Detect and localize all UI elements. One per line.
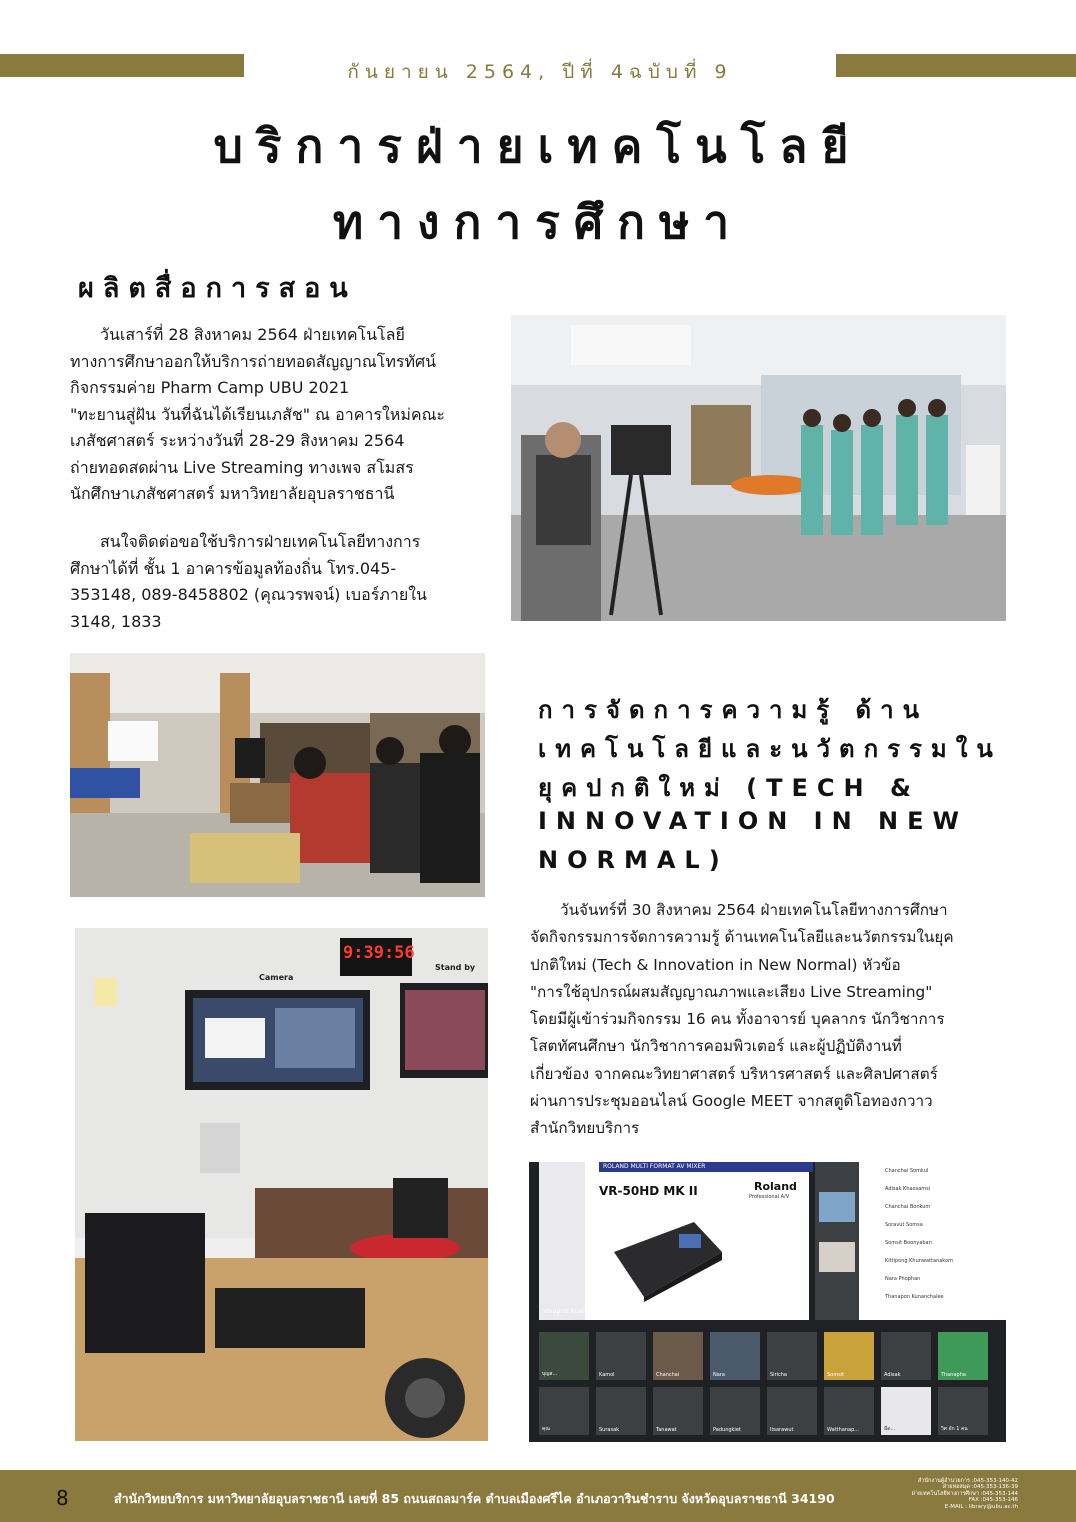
presenter-name: Voraprot Nuaisakul <box>543 1308 600 1315</box>
contact-line: E-MAIL : library@ubu.ac.th <box>944 1503 1018 1510</box>
page-title-line2: ทางการศึกษา <box>332 195 744 249</box>
tile <box>767 1387 817 1435</box>
tile <box>710 1332 760 1380</box>
tile-name: วิศ อัก 1 คน <box>941 1426 968 1432</box>
slide-brand-sub: Professional A/V <box>749 1194 790 1200</box>
tile <box>539 1332 589 1380</box>
photo-studio-control <box>75 928 488 1441</box>
slide-brand: Roland <box>754 1180 797 1193</box>
tile-name: บุญส... <box>542 1371 558 1377</box>
tile <box>881 1332 931 1380</box>
participant-2: Adisak Khaosamsi <box>885 1186 931 1192</box>
tile-name: มีด... <box>884 1426 896 1432</box>
slide-thumbs <box>539 1162 585 1320</box>
slide-model: VR-50HD MK II <box>599 1184 698 1198</box>
tile-name: Nara <box>713 1372 725 1378</box>
page-number: 8 <box>56 1486 69 1510</box>
mixer-image <box>604 1212 724 1302</box>
tile-name: Thanapha <box>941 1372 966 1378</box>
participant-7: Nara Phophan <box>885 1276 921 1282</box>
participant-panel <box>859 1162 1006 1320</box>
section-heading-media: ผลิตสื่อการสอน <box>78 273 357 304</box>
standby-label: Stand by <box>435 963 476 972</box>
tiles-row-1 <box>539 1332 999 1382</box>
tile-name: Watthanap... <box>827 1427 860 1433</box>
participant-5: Somsit Boonyaban <box>885 1240 932 1246</box>
camera-tiles <box>815 1162 859 1320</box>
section2-heading-line-1: การจัดการความรู้ ด้าน <box>538 696 928 724</box>
tile-cam-2 <box>819 1242 855 1272</box>
section2-heading-line-2: เทคโนโลยีและนวัตกรรมใน <box>538 735 1002 763</box>
studio-clock: 9:39:56 <box>343 943 415 963</box>
photo-pharm-camp-broadcast <box>511 315 1006 621</box>
section2-paragraph-1: วันจันทร์ที่ 30 สิงหาคม 2564 ฝ่ายเทคโนโลยีทางการศึกษา จัดกิจกรรมการจัดการความรู้ ด้านเทคโนโลยีและนวัตกรรมในยุค ปกติใหม่ (Tech & Innovation in New Normal) หัวข้อ "การใช้อุปกรณ์ผสมสัญญาณภาพและเสียง Live Streaming" โดยมีผู้เข้าร่วมกิจกรรม 16 คน ทั้งอาจารย์ บุคลากร นักวิชาการ โสตทัศนศึกษา นักวิชาการคอมพิวเตอร์ และผู้ปฏิบัติงานที่ เกี่ยวข้อง จากคณะวิทยาศาสตร์ บริหารศาสตร์ และศิลปศาสตร์ ผ่านการประชุมออนไลน์ Google MEET จากสตูดิโอทองกวาว สำนักวิทยบริการ <box>530 901 954 1138</box>
tile-name: Somsit <box>827 1372 845 1378</box>
contact-line: ฝ่ายหอสมุด :045-353-136-39 <box>942 1484 1018 1491</box>
photo-library-session <box>70 653 485 897</box>
participant-3: Chanchai Bonkum <box>885 1204 931 1210</box>
tile <box>881 1387 931 1435</box>
tiles-row-2 <box>539 1387 999 1437</box>
tile-cam-1 <box>819 1192 855 1222</box>
tile-name: คุณ <box>542 1426 550 1432</box>
tile <box>653 1387 703 1435</box>
participant-1: Chanchai Somkul <box>885 1168 929 1174</box>
slide-header: ROLAND MULTI FORMAT AV MIXER <box>599 1162 813 1172</box>
header-bar-left <box>0 54 244 77</box>
participant-6: Kittipong Khunwattanakorn <box>885 1258 954 1264</box>
tile <box>653 1332 703 1380</box>
section1-paragraph-2: สนใจติดต่อขอใช้บริการฝ่ายเทคโนโลยีทางการ ศึกษาได้ที่ ชั้น 1 อาคารข้อมูลท้องถิ่น โทร.045- 353148, 089-8458802 (คุณวรพจน์) เบอร์ภายใน 3148, 1833 <box>70 532 427 631</box>
camera-label: Camera <box>259 973 294 982</box>
tile <box>596 1332 646 1380</box>
tile-name: Chanchai <box>656 1372 680 1378</box>
section2-heading-line-3: ยุคปกติใหม่ (TECH & <box>538 774 920 802</box>
photo-google-meet <box>529 1162 1006 1442</box>
participant-4: Soravut Somsa <box>885 1222 923 1228</box>
contact-line: FAX :045-353-146 <box>968 1497 1018 1504</box>
tile-name: Adisak <box>884 1372 901 1378</box>
contact-line: สำนักงานผู้อำนวยการ :045-353-140-42 <box>917 1478 1018 1484</box>
tile-name: Tanawat <box>656 1427 677 1433</box>
participant-8: Thanapon Kunanchalee <box>885 1294 944 1300</box>
footer-contacts <box>858 1478 1018 1510</box>
issue-line: กันยายน 2564, ปีที่ 4ฉบับที่ 9 <box>347 61 733 83</box>
tile <box>539 1387 589 1435</box>
tile <box>596 1387 646 1435</box>
tile-name: Siricha <box>770 1372 787 1378</box>
tile <box>938 1332 988 1380</box>
contact-line: ฝ่ายเทคโนโลยีทางการศึกษา :045-353-144 <box>911 1490 1018 1497</box>
tile-name: Kamol <box>599 1372 615 1378</box>
page-title-line1: บริการฝ่ายเทคโนโลยี <box>213 119 863 173</box>
header-bar-right <box>836 54 1076 77</box>
tile-name: Padungkiet <box>713 1427 741 1433</box>
section2-heading-line-4: INNOVATION IN NEW <box>538 807 968 835</box>
section1-paragraph-1: วันเสาร์ที่ 28 สิงหาคม 2564 ฝ่ายเทคโนโลยี ทางการศึกษาออกให้บริการถ่ายทอดสัญญาณโทรทัศน์ กิจกรรมค่าย Pharm Camp UBU 2021 "ทะยานสู่ฝัน วันที่ฉันได้เรียนเภสัช" ณ อาคารใหม่คณะ เภสัชศาสตร์ ระหว่างวันที่ 28-29 สิงหาคม 2564 ถ่ายทอดสดผ่าน Live Streaming ทางเพจ สโมสร นักศึกษาเภสัชศาสตร์ มหาวิทยาลัยอุบลราชธานี <box>70 325 446 503</box>
tile <box>824 1332 874 1380</box>
tile <box>824 1387 874 1435</box>
tile-name: Itsarawut <box>770 1427 794 1433</box>
tile <box>710 1387 760 1435</box>
meet-slide <box>539 1162 809 1320</box>
tile-name: Surasak <box>599 1427 620 1433</box>
footer-address: สำนักวิทยบริการ มหาวิทยาลัยอุบลราชธานี เลขที่ 85 ถนนสถลมาร์ค ตำบลเมืองศรีไค อำเภอวารินชำราบ จังหวัดอุบลราชธานี 34190 <box>114 1491 835 1506</box>
section2-heading-line-5: NORMAL) <box>538 846 729 874</box>
tile <box>938 1387 988 1435</box>
tile <box>767 1332 817 1380</box>
